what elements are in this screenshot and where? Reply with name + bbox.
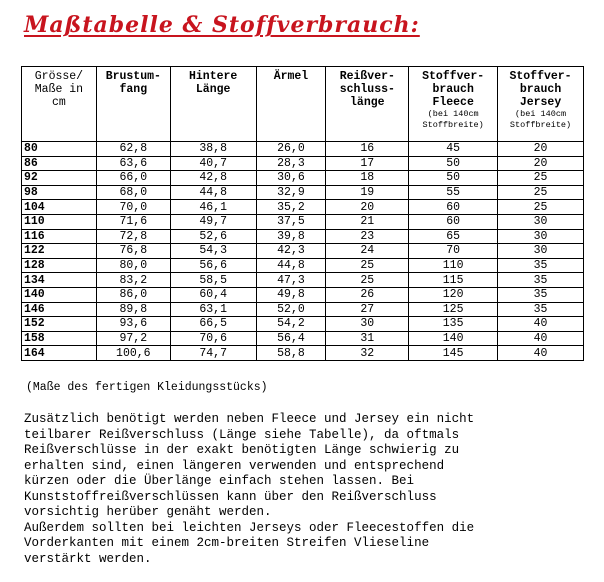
page-title: Maßtabelle & Stoffverbrauch:	[24, 12, 420, 38]
zipper-cell: 32	[326, 346, 409, 361]
chest-cell: 68,0	[96, 185, 170, 200]
chest-cell: 70,0	[96, 200, 170, 215]
header-line: Fleece	[432, 96, 474, 109]
table-row	[22, 317, 584, 332]
fleece-cell: 60	[409, 200, 498, 215]
fleece-cell: 135	[409, 317, 498, 332]
table-row	[22, 229, 584, 244]
jersey-cell: 30	[498, 244, 584, 259]
fleece-cell: 115	[409, 273, 498, 288]
size-cell: 92	[22, 171, 97, 186]
size-cell: 98	[22, 185, 97, 200]
fleece-cell: 55	[409, 185, 498, 200]
sleeve-cell: 58,8	[256, 346, 326, 361]
zipper-cell: 19	[326, 185, 409, 200]
fleece-cell: 50	[409, 156, 498, 171]
jersey-cell: 35	[498, 287, 584, 302]
table-row	[22, 331, 584, 346]
header-line: Ärmel	[273, 70, 309, 83]
note-line: verstärkt werden.	[24, 551, 152, 566]
zipper-cell: 18	[326, 171, 409, 186]
header-line: schluss-	[339, 83, 395, 96]
jersey-cell: 35	[498, 258, 584, 273]
header-jersey-usage	[498, 67, 584, 142]
zipper-cell: 27	[326, 302, 409, 317]
header-line: Jersey	[519, 96, 562, 109]
header-row	[22, 67, 584, 142]
table-row	[22, 273, 584, 288]
chest-cell: 100,6	[96, 346, 170, 361]
size-cell: 80	[22, 142, 97, 157]
header-note: (bei 140cm Stoffbreite)	[509, 109, 572, 130]
header-line: Reißver-	[339, 70, 395, 83]
size-cell: 86	[22, 156, 97, 171]
note-line: Zusätzlich benötigt werden neben Fleece und Jersey ein nicht	[24, 412, 475, 426]
jersey-cell: 25	[498, 171, 584, 186]
additional-notes	[24, 412, 594, 567]
note-line: Vorderkanten mit einem 2cm-breiten Streifen Vlieseline	[24, 536, 430, 550]
zipper-cell: 25	[326, 273, 409, 288]
fleece-cell: 110	[409, 258, 498, 273]
size-cell: 146	[22, 302, 97, 317]
header-zipper-length	[326, 67, 409, 142]
fleece-cell: 140	[409, 331, 498, 346]
size-cell: 110	[22, 214, 97, 229]
table-body	[22, 142, 584, 361]
chest-cell: 62,8	[96, 142, 170, 157]
table-row	[22, 302, 584, 317]
jersey-cell: 20	[498, 142, 584, 157]
header-line: länge	[350, 96, 385, 109]
sleeve-cell: 37,5	[256, 214, 326, 229]
sleeve-cell: 30,6	[256, 171, 326, 186]
sleeve-cell: 42,3	[256, 244, 326, 259]
header-line: Maße in	[34, 83, 84, 96]
jersey-cell: 40	[498, 317, 584, 332]
table-row	[22, 258, 584, 273]
back-length-cell: 44,8	[170, 185, 256, 200]
header-size	[22, 67, 97, 142]
jersey-cell: 35	[498, 273, 584, 288]
size-cell: 122	[22, 244, 97, 259]
sleeve-cell: 32,9	[256, 185, 326, 200]
zipper-cell: 17	[326, 156, 409, 171]
header-back-length	[170, 67, 256, 142]
header-line: Hintere	[189, 70, 238, 83]
size-cell: 134	[22, 273, 97, 288]
back-length-cell: 52,6	[170, 229, 256, 244]
fleece-cell: 60	[409, 214, 498, 229]
fleece-cell: 120	[409, 287, 498, 302]
chest-cell: 93,6	[96, 317, 170, 332]
size-cell: 128	[22, 258, 97, 273]
back-length-cell: 40,7	[170, 156, 256, 171]
zipper-cell: 24	[326, 244, 409, 259]
back-length-cell: 42,8	[170, 171, 256, 186]
note-line: teilbarer Reißverschluss (Länge siehe Tabelle), da oftmals	[24, 427, 460, 442]
header-sleeve	[256, 67, 326, 142]
back-length-cell: 38,8	[170, 142, 256, 157]
sleeve-cell: 28,3	[256, 156, 326, 171]
back-length-cell: 56,6	[170, 258, 256, 273]
header-line: Grösse/	[34, 70, 84, 83]
note-line: kürzen oder die Überlänge einfach stehen lassen. Bei	[24, 474, 415, 488]
size-cell: 104	[22, 200, 97, 215]
sleeve-cell: 39,8	[256, 229, 326, 244]
fleece-cell: 45	[409, 142, 498, 157]
jersey-cell: 40	[498, 331, 584, 346]
header-note: (bei 140cm Stoffbreite)	[422, 109, 484, 130]
header-line: cm	[52, 96, 66, 109]
sleeve-cell: 52,0	[256, 302, 326, 317]
sleeve-cell: 54,2	[256, 317, 326, 332]
back-length-cell: 49,7	[170, 214, 256, 229]
chest-cell: 76,8	[96, 244, 170, 259]
size-cell: 158	[22, 331, 97, 346]
table-row	[22, 287, 584, 302]
jersey-cell: 30	[498, 214, 584, 229]
zipper-cell: 23	[326, 229, 409, 244]
zipper-cell: 30	[326, 317, 409, 332]
header-line: Brustum-	[105, 70, 161, 83]
header-line: brauch	[432, 83, 474, 96]
sleeve-cell: 35,2	[256, 200, 326, 215]
back-length-cell: 60,4	[170, 287, 256, 302]
zipper-cell: 25	[326, 258, 409, 273]
fleece-cell: 50	[409, 171, 498, 186]
note-line: Kunststoffreißverschlüssen kann über den Reißverschluss	[24, 489, 437, 504]
fleece-cell: 125	[409, 302, 498, 317]
back-length-cell: 46,1	[170, 200, 256, 215]
header-line: fang	[119, 83, 148, 96]
sleeve-cell: 56,4	[256, 331, 326, 346]
jersey-cell: 30	[498, 229, 584, 244]
jersey-cell: 25	[498, 185, 584, 200]
chest-cell: 89,8	[96, 302, 170, 317]
header-line: Länge	[195, 83, 231, 96]
zipper-cell: 31	[326, 331, 409, 346]
fleece-cell: 70	[409, 244, 498, 259]
table-row	[22, 171, 584, 186]
table-row	[22, 156, 584, 171]
chest-cell: 63,6	[96, 156, 170, 171]
header-line: Stoffver-	[509, 70, 572, 83]
header-line: brauch	[519, 83, 562, 96]
sleeve-cell: 44,8	[256, 258, 326, 273]
sleeve-cell: 47,3	[256, 273, 326, 288]
zipper-cell: 16	[326, 142, 409, 157]
table-row	[22, 244, 584, 259]
fleece-cell: 145	[409, 346, 498, 361]
header-line: Stoffver-	[422, 70, 485, 83]
table-row	[22, 142, 584, 157]
size-cell: 116	[22, 229, 97, 244]
sleeve-cell: 49,8	[256, 287, 326, 302]
jersey-cell: 25	[498, 200, 584, 215]
chest-cell: 83,2	[96, 273, 170, 288]
size-cell: 140	[22, 287, 97, 302]
jersey-cell: 35	[498, 302, 584, 317]
note-line: Reißverschlüsse in der exakt benötigten Länge schwierig zu	[24, 443, 460, 457]
zipper-cell: 21	[326, 214, 409, 229]
back-length-cell: 66,5	[170, 317, 256, 332]
note-line: erhalten sind, einen längeren verwenden und entsprechend	[24, 458, 445, 473]
chest-cell: 86,0	[96, 287, 170, 302]
header-fleece-usage	[409, 67, 498, 142]
zipper-cell: 26	[326, 287, 409, 302]
back-length-cell: 70,6	[170, 331, 256, 346]
chest-cell: 71,6	[96, 214, 170, 229]
size-cell: 152	[22, 317, 97, 332]
fleece-cell: 65	[409, 229, 498, 244]
header-chest	[96, 67, 170, 142]
chest-cell: 97,2	[96, 331, 170, 346]
chest-cell: 80,0	[96, 258, 170, 273]
table-row	[22, 346, 584, 361]
sleeve-cell: 26,0	[256, 142, 326, 157]
note-line: Außerdem sollten bei leichten Jerseys oder Fleecestoffen die	[24, 520, 475, 535]
zipper-cell: 20	[326, 200, 409, 215]
chest-cell: 72,8	[96, 229, 170, 244]
table-row	[22, 185, 584, 200]
back-length-cell: 63,1	[170, 302, 256, 317]
table-row	[22, 214, 584, 229]
size-table	[21, 66, 584, 361]
note-line: vorsichtig herüber genäht werden.	[24, 505, 272, 519]
chest-cell: 66,0	[96, 171, 170, 186]
back-length-cell: 58,5	[170, 273, 256, 288]
jersey-cell: 20	[498, 156, 584, 171]
back-length-cell: 54,3	[170, 244, 256, 259]
back-length-cell: 74,7	[170, 346, 256, 361]
jersey-cell: 40	[498, 346, 584, 361]
table-caption: (Maße des fertigen Kleidungsstücks)	[26, 381, 268, 394]
table-row	[22, 200, 584, 215]
size-cell: 164	[22, 346, 97, 361]
